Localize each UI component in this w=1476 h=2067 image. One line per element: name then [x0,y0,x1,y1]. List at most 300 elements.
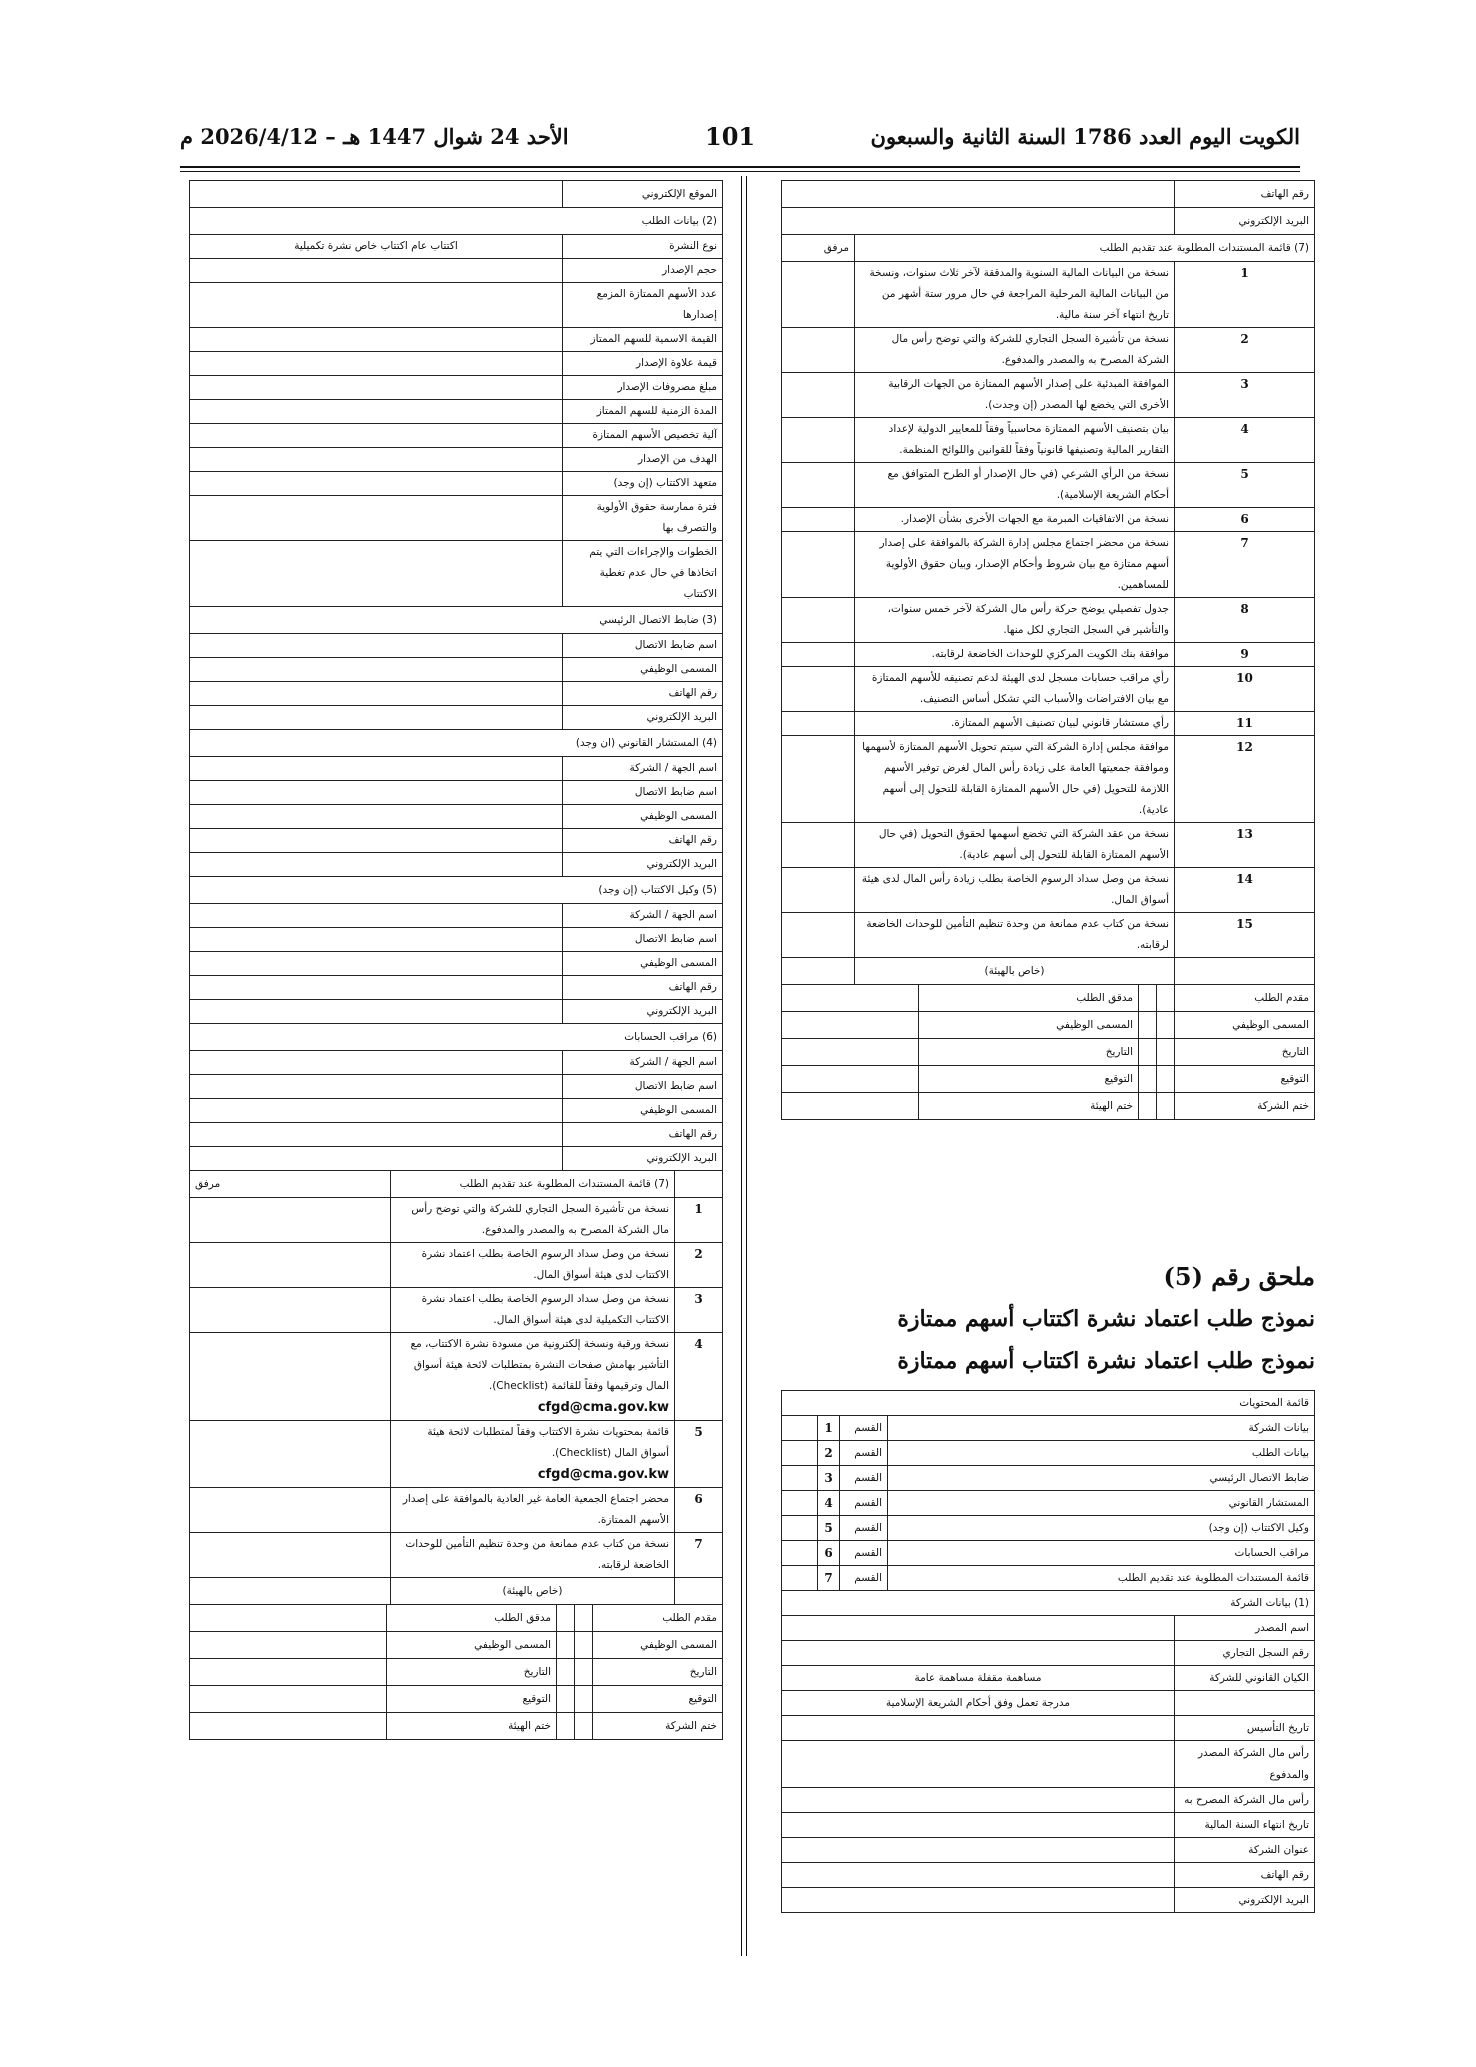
table-row [782,1888,1315,1913]
field-value[interactable] [190,634,563,658]
table-row [190,634,723,658]
field-value[interactable] [190,1051,563,1075]
sign-cell[interactable] [557,1632,575,1659]
toc-section-label: القسم [840,1541,888,1566]
field-value[interactable] [190,181,563,208]
attach-cell[interactable] [782,262,855,328]
field-value[interactable] [190,757,563,781]
annex-title: ملحق رقم (5) [1163,1262,1315,1291]
row-label: البريد الإلكتروني [1175,208,1315,235]
header-issue: الكويت اليوم العدد 1786 السنة الثانية والسبعون [870,124,1300,149]
field-label: رقم الهاتف [563,682,723,706]
sign-cell[interactable] [575,1713,593,1740]
table-row [190,1000,723,1024]
doc-email: cfgd@cma.gov.kw [537,1400,669,1415]
field-value[interactable] [190,904,563,928]
sign-cell[interactable] [575,1632,593,1659]
sign-cell[interactable] [1157,985,1175,1012]
left-form-body [190,181,723,1171]
doc-number: 6 [675,1488,723,1533]
field-value[interactable] [190,424,563,448]
field-label: المسمى الوظيفي [563,952,723,976]
docs-heading-row [782,235,1315,262]
table-row [782,1666,1315,1691]
field-value[interactable] [190,376,563,400]
doc-text: بيان بتصنيف الأسهم الممتازة محاسبياً وفقاً للمعايير الدولية لإعداد التقارير المالية وتصنيفها قانونياً وفقاً للقوانين واللوائح المنظمة. [855,418,1175,463]
right-docs-body [782,262,1315,958]
doc-text-cell [391,1421,675,1488]
table-row [782,262,1315,328]
table-row [782,1641,1315,1666]
field-value[interactable] [782,1741,1175,1788]
doc-number: 5 [1175,463,1315,508]
doc-text-cell [391,1488,675,1533]
doc-number: 7 [675,1533,723,1578]
doc-number: 3 [675,1288,723,1333]
table-row [782,208,1315,235]
left-form-table [189,180,723,1171]
field-label: البريد الإلكتروني [563,1000,723,1024]
table-row [190,1243,723,1288]
attach-cell[interactable] [782,598,855,643]
field-value[interactable] [190,658,563,682]
field-value[interactable] [190,259,563,283]
toc-entry: ضابط الاتصال الرئيسي [888,1466,1315,1491]
sign-value[interactable] [190,1632,387,1659]
doc-text-cell [391,1243,675,1288]
toc-row [781,1541,1314,1566]
table-row [782,1691,1315,1716]
sign-value[interactable] [782,1093,919,1120]
field-label: مبلغ مصروفات الإصدار [563,376,723,400]
sign-label-applicant: ختم الشركة [593,1713,723,1740]
field-value[interactable] [190,448,563,472]
attach-heading: مرفق [782,235,855,262]
table-row [782,667,1315,712]
toc-section-number: 2 [818,1441,840,1466]
table-row [782,1716,1315,1741]
left-docs-table [189,1170,723,1605]
field-value[interactable] [190,1000,563,1024]
sign-value[interactable] [782,985,919,1012]
doc-number: 15 [1175,913,1315,958]
field-label: الموقع الإلكتروني [563,181,723,208]
sign-row [190,1659,723,1686]
field-label: متعهد الاكتتاب (إن وجد) [563,472,723,496]
attach-cell[interactable] [782,667,855,712]
field-value[interactable] [190,781,563,805]
field-label: اسم الجهة / الشركة [563,904,723,928]
toc-entry: المستشار القانوني [888,1491,1315,1516]
attach-cell[interactable] [782,712,855,736]
row-label: رقم الهاتف [1175,181,1315,208]
doc-text: نسخة من وصل سداد الرسوم الخاصة بطلب زيادة رأس المال لدى هيئة أسواق المال. [855,868,1175,913]
attach-cell[interactable] [782,643,855,667]
doc-text: نسخة من تأشيرة السجل التجاري للشركة والتي توضح رأس مال الشركة المصرح به والمصدر والمدفوع. [411,1203,669,1236]
table-row [190,352,723,376]
header-date: الأحد 24 شوال 1447 هـ – 2026/4/12 م [180,124,569,149]
toc-table [781,1390,1315,1591]
field-label: البريد الإلكتروني [563,1147,723,1171]
table-row [782,1616,1315,1641]
table-row [782,181,1315,208]
sign-label-applicant: التوقيع [1175,1066,1315,1093]
field-label: حجم الإصدار [563,259,723,283]
toc-section-number: 1 [818,1416,840,1441]
company-table [781,1590,1315,1913]
toc-section-label: القسم [840,1441,888,1466]
underwriter-heading: (5) وكيل الاكتتاب (إن وجد) [190,877,723,904]
table-row [190,376,723,400]
docs-heading: (7) قائمة المستندات المطلوبة عند تقديم الطلب [391,1171,675,1198]
toc-row [781,1491,1314,1516]
table-row [782,1863,1315,1888]
sign-cell[interactable] [1139,1039,1157,1066]
field-label: الكيان القانوني للشركة [1175,1666,1315,1691]
doc-text-cell [391,1288,675,1333]
sign-value[interactable] [190,1713,387,1740]
section-heading-row [190,877,723,904]
right-column [782,180,1315,1120]
section-heading-row [190,208,723,235]
right-docs-table [781,180,1315,985]
page-header [180,118,1300,160]
field-value[interactable] [190,1099,563,1123]
toc-entry: قائمة المستندات المطلوبة عند تقديم الطلب [888,1566,1315,1591]
sign-label-authority: ختم الهيئة [387,1713,557,1740]
toc-body [781,1416,1314,1591]
field-label [1175,1691,1315,1716]
table-row [782,373,1315,418]
attach-heading: مرفق [190,1171,391,1198]
doc-text-cell [391,1333,675,1421]
doc-number: 13 [1175,823,1315,868]
attach-cell[interactable] [190,1243,391,1288]
field-value[interactable] [190,1123,563,1147]
sign-row [782,985,1315,1012]
field-value[interactable]: اكتتاب عام اكتتاب خاص نشرة تكميلية [190,235,563,259]
sign-value[interactable] [190,1686,387,1713]
attach-cell[interactable] [782,373,855,418]
attach-cell[interactable] [190,1333,391,1421]
table-row [190,904,723,928]
field-value[interactable] [190,1075,563,1099]
toc-row [781,1466,1314,1491]
field-value[interactable] [190,328,563,352]
field-label: اسم ضابط الاتصال [563,781,723,805]
field-value[interactable]: مساهمة مقفلة مساهمة عامة [782,1666,1175,1691]
table-row [190,706,723,730]
legal-heading: (4) المستشار القانوني (ان وجد) [190,730,723,757]
contact-heading: (3) ضابط الاتصال الرئيسي [190,607,723,634]
doc-number: 2 [675,1243,723,1288]
sign-row [782,1066,1315,1093]
sign-label-applicant: مقدم الطلب [1175,985,1315,1012]
doc-text: قائمة بمحتويات نشرة الاكتتاب وفقاً لمتطلبات لائحة هيئة أسواق المال (Checklist). [427,1426,669,1459]
field-value[interactable] [190,541,563,607]
sign-value[interactable] [782,1039,919,1066]
sign-cell[interactable] [1157,1093,1175,1120]
field-label: رقم الهاتف [1175,1863,1315,1888]
table-row [190,400,723,424]
sign-label-applicant: المسمى الوظيفي [593,1632,723,1659]
field-value[interactable] [190,976,563,1000]
sign-value[interactable] [782,1012,919,1039]
table-row [782,643,1315,667]
doc-number: 9 [1175,643,1315,667]
sign-label-authority: المسمى الوظيفي [387,1632,557,1659]
field-value[interactable] [190,706,563,730]
toc-section-label: القسم [840,1466,888,1491]
doc-number: 1 [1175,262,1315,328]
field-value[interactable] [782,1888,1175,1913]
attach-cell[interactable] [782,328,855,373]
doc-text: نسخة من وصل سداد الرسوم الخاصة بطلب اعتماد نشرة الاكتتاب لدى هيئة أسواق المال. [421,1248,669,1281]
sign-label-authority: التوقيع [919,1066,1139,1093]
sign-label-authority: التاريخ [919,1039,1139,1066]
sign-label-applicant: ختم الشركة [1175,1093,1315,1120]
company-body [782,1616,1315,1913]
table-row [190,805,723,829]
toc-section-number: 3 [818,1466,840,1491]
attach-cell[interactable] [782,532,855,598]
toc-entry: مراقب الحسابات [888,1541,1315,1566]
right-sign-table [781,984,1315,1120]
left-docs-body [190,1198,723,1578]
table-row [782,598,1315,643]
header-rule [180,166,1300,168]
doc-text: موافقة بنك الكويت المركزي للوحدات الخاضعة لرقابته. [855,643,1175,667]
table-row [190,1288,723,1333]
table-row [190,829,723,853]
sign-cell[interactable] [1139,1066,1157,1093]
table-row [190,1333,723,1421]
toc-row [781,1441,1314,1466]
sign-value[interactable] [782,1066,919,1093]
sign-row [782,1039,1315,1066]
annex-subtitle-repeat: نموذج طلب اعتماد نشرة اكتتاب أسهم ممتازة [897,1348,1315,1374]
doc-number: 12 [1175,736,1315,823]
table-row [190,235,723,259]
sign-cell[interactable] [575,1659,593,1686]
field-label: قيمة علاوة الإصدار [563,352,723,376]
field-label: المسمى الوظيفي [563,805,723,829]
field-label: تاريخ انتهاء السنة المالية [1175,1813,1315,1838]
attach-cell[interactable] [190,1533,391,1578]
toc-row [781,1566,1314,1591]
doc-number: 3 [1175,373,1315,418]
table-row [190,781,723,805]
table-row [190,1099,723,1123]
sign-label-authority: مدقق الطلب [387,1605,557,1632]
field-value[interactable] [190,496,563,541]
field-label: المسمى الوظيفي [563,658,723,682]
sign-cell[interactable] [1139,1012,1157,1039]
field-value[interactable] [190,352,563,376]
doc-text: جدول تفصيلي يوضح حركة رأس مال الشركة لآخر خمس سنوات، والتأشير في السجل التجاري لكل منها. [855,598,1175,643]
table-row [190,448,723,472]
sign-label-applicant: التاريخ [593,1659,723,1686]
attach-cell[interactable] [782,913,855,958]
sign-cell[interactable] [1157,1066,1175,1093]
table-row [190,328,723,352]
attach-cell[interactable] [190,1288,391,1333]
attach-cell[interactable] [782,463,855,508]
sign-label-authority: المسمى الوظيفي [919,1012,1139,1039]
table-row [782,736,1315,823]
table-row [190,1147,723,1171]
field-label: الخطوات والإجراءات التي يتم اتخاذها في حال عدم تغطية الاكتتاب [563,541,723,607]
table-row [782,1838,1315,1863]
table-row [782,532,1315,598]
sign-value[interactable] [190,1659,387,1686]
field-value[interactable] [190,853,563,877]
toc-heading: قائمة المحتويات [781,1391,1314,1416]
field-label: اسم الجهة / الشركة [563,1051,723,1075]
field-label: آلية تخصيص الأسهم الممتازة [563,424,723,448]
sign-label-authority: مدقق الطلب [919,985,1139,1012]
doc-text: الموافقة المبدئية على إصدار الأسهم الممتازة من الجهات الرقابية الأخرى التي يخضع لها المصدر (إن وجدت). [855,373,1175,418]
field-value[interactable] [782,1641,1175,1666]
sign-label-applicant: المسمى الوظيفي [1175,1012,1315,1039]
sign-label-authority: ختم الهيئة [919,1093,1139,1120]
table-row [190,928,723,952]
sign-row [190,1713,723,1740]
table-row [190,853,723,877]
toc-row [781,1516,1314,1541]
doc-text: نسخة ورقية ونسخة إلكترونية من مسودة نشرة الاكتتاب، مع التأشير بهامش صفحات النشرة بمتطلبات لائحة هيئة أسواق المال وترقيمها وفقاً للقائمة (Checklist). [410,1338,669,1392]
table-row [782,1813,1315,1838]
sign-cell[interactable] [557,1659,575,1686]
field-value[interactable] [190,829,563,853]
field-label: فترة ممارسة حقوق الأولوية والتصرف بها [563,496,723,541]
field-value[interactable] [782,1863,1175,1888]
doc-email: cfgd@cma.gov.kw [537,1467,669,1482]
attach-cell[interactable] [782,736,855,823]
doc-number: 4 [1175,418,1315,463]
sign-cell[interactable] [1139,1093,1157,1120]
left-column [190,180,723,1740]
doc-text: نسخة من محضر اجتماع مجلس إدارة الشركة بالموافقة على إصدار أسهم ممتازة مع بيان شروط وأحكام الإصدار، وبيان حقوق الأولوية للمساهمين. [855,532,1175,598]
sign-cell[interactable] [557,1713,575,1740]
left-sign-body [190,1605,723,1740]
attach-cell[interactable] [782,418,855,463]
field-value[interactable] [190,928,563,952]
table-row [190,976,723,1000]
field-label: المسمى الوظيفي [563,1099,723,1123]
sign-cell[interactable] [557,1605,575,1632]
field-label: تاريخ التأسيس [1175,1716,1315,1741]
attach-cell[interactable] [782,508,855,532]
field-label: اسم الجهة / الشركة [563,757,723,781]
field-value[interactable]: مدرجة تعمل وفق أحكام الشريعة الإسلامية [782,1691,1175,1716]
sign-row [782,1093,1315,1120]
field-value[interactable] [190,400,563,424]
field-label: اسم ضابط الاتصال [563,928,723,952]
table-row [190,496,723,541]
sign-cell[interactable] [1157,1012,1175,1039]
doc-text-cell [391,1533,675,1578]
doc-text: نسخة من الرأي الشرعي (في حال الإصدار أو الطرح المتوافق مع أحكام الشريعة الإسلامية). [855,463,1175,508]
docs-heading: (7) قائمة المستندات المطلوبة عند تقديم الطلب [855,235,1315,262]
sign-cell[interactable] [557,1686,575,1713]
sign-row [190,1605,723,1632]
doc-text: نسخة من تأشيرة السجل التجاري للشركة والتي توضح رأس مال الشركة المصرح به والمصدر والمدفوع. [855,328,1175,373]
field-value[interactable] [782,1616,1175,1641]
field-value[interactable] [782,1716,1175,1741]
field-label: البريد الإلكتروني [563,706,723,730]
field-label: اسم ضابط الاتصال [563,634,723,658]
doc-number: 14 [1175,868,1315,913]
sign-cell[interactable] [1139,985,1157,1012]
toc-section [782,1390,1315,1913]
left-sign-table [189,1604,723,1740]
field-label: المدة الزمنية للسهم الممتاز [563,400,723,424]
request-heading: (2) بيانات الطلب [190,208,723,235]
field-label: اسم المصدر [1175,1616,1315,1641]
attach-cell[interactable] [782,868,855,913]
attach-cell[interactable] [782,823,855,868]
doc-text: نسخة من الاتفاقيات المبرمة مع الجهات الأخرى بشأن الإصدار. [855,508,1175,532]
doc-number: 5 [675,1421,723,1488]
table-row [782,712,1315,736]
table-row [190,952,723,976]
toc-section-number: 4 [818,1491,840,1516]
table-row [190,424,723,448]
table-row [782,823,1315,868]
toc-row [781,1416,1314,1441]
table-row [782,868,1315,913]
annex-subtitle: نموذج طلب اعتماد نشرة اكتتاب أسهم ممتازة [897,1306,1315,1332]
sign-cell[interactable] [1157,1039,1175,1066]
sign-label-applicant: مقدم الطلب [593,1605,723,1632]
field-value[interactable] [190,283,563,328]
toc-section-label: القسم [840,1416,888,1441]
doc-number: 4 [675,1333,723,1421]
field-value[interactable] [190,1147,563,1171]
field-value[interactable] [190,805,563,829]
table-row [190,1488,723,1533]
toc-section-label: القسم [840,1491,888,1516]
doc-number: 11 [1175,712,1315,736]
field-label: رأس مال الشركة المصدر والمدفوع [1175,1741,1315,1788]
right-sign-body [782,985,1315,1120]
field-label: رقم السجل التجاري [1175,1641,1315,1666]
field-value[interactable] [190,952,563,976]
sign-cell[interactable] [575,1686,593,1713]
doc-number: 1 [675,1198,723,1243]
attach-cell[interactable] [190,1198,391,1243]
field-value[interactable] [782,1838,1175,1863]
field-value[interactable] [190,682,563,706]
field-value[interactable] [782,1813,1175,1838]
column-divider [741,176,747,1956]
attach-cell[interactable] [190,1488,391,1533]
doc-number: 2 [1175,328,1315,373]
toc-entry: بيانات الطلب [888,1441,1315,1466]
doc-number: 10 [1175,667,1315,712]
toc-section-label: القسم [840,1516,888,1541]
authority-label: (خاص بالهيئة) [855,958,1175,985]
field-value[interactable] [782,1788,1175,1813]
sign-value[interactable] [190,1605,387,1632]
field-value[interactable] [190,472,563,496]
table-row [190,181,723,208]
sign-cell[interactable] [575,1605,593,1632]
table-row [190,1123,723,1147]
attach-cell[interactable] [190,1421,391,1488]
table-row [190,541,723,607]
